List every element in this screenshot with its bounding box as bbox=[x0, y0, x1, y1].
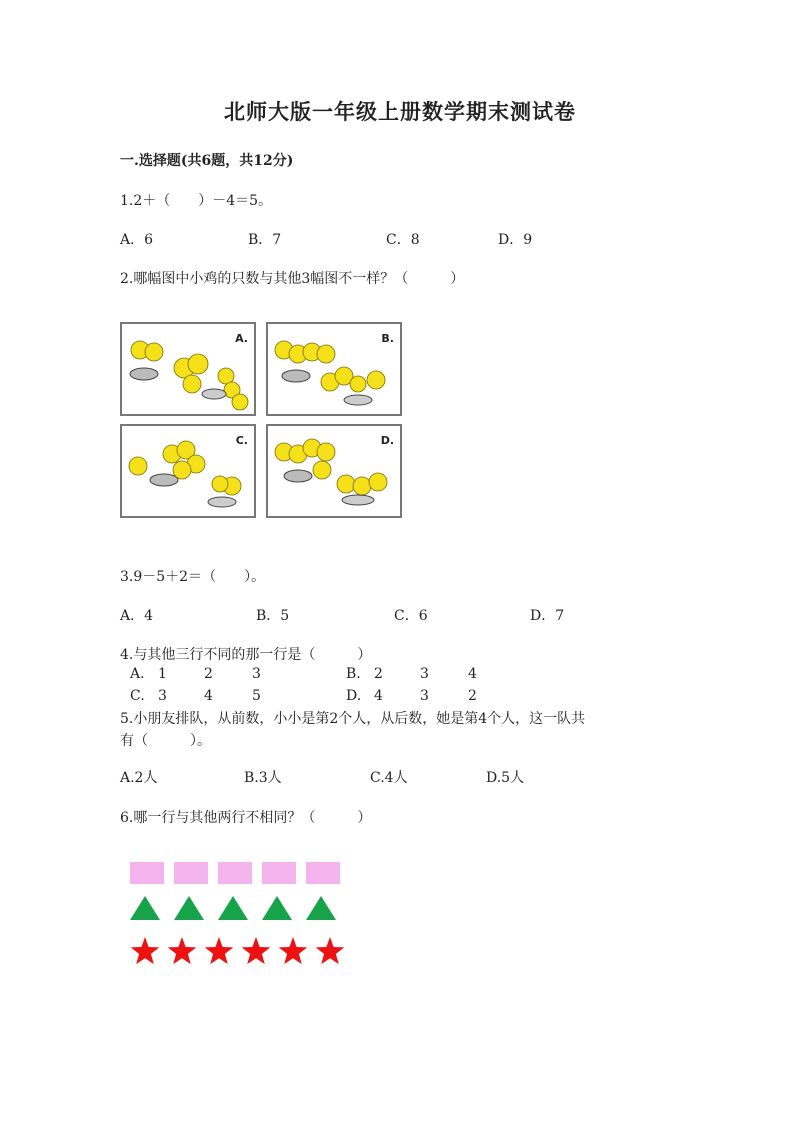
q4-row-b-num-2: 3 bbox=[420, 666, 429, 682]
square-row bbox=[130, 862, 340, 884]
question-6: 6.哪一行与其他两行不相同？（ ） bbox=[120, 810, 372, 826]
triangle-row bbox=[130, 896, 336, 920]
chicks-picture-b bbox=[268, 324, 400, 414]
q4-row-c-num-2: 4 bbox=[204, 688, 213, 704]
green-triangle bbox=[262, 896, 292, 920]
red-star bbox=[242, 937, 271, 964]
q1-option-c: C．8 bbox=[386, 232, 420, 248]
panel-label-b: B. bbox=[381, 332, 394, 345]
q1-option-b: B．7 bbox=[248, 232, 282, 248]
q4-row-a-num-2: 2 bbox=[204, 666, 213, 682]
q3-option-a: A．4 bbox=[120, 608, 154, 624]
red-star bbox=[279, 937, 308, 964]
pink-square bbox=[218, 862, 252, 884]
panel-label-a: A. bbox=[235, 332, 248, 345]
question-2: 2.哪幅图中小鸡的只数与其他3幅图不一样？（ ） bbox=[120, 271, 465, 287]
chick-panel-a bbox=[120, 322, 256, 416]
q4-row-d-num-1: 4 bbox=[374, 688, 383, 704]
q3-option-c: C．6 bbox=[394, 608, 428, 624]
q4-row-a-num-3: 3 bbox=[252, 666, 261, 682]
green-triangle bbox=[218, 896, 248, 920]
q5-option-a: A.2人 bbox=[120, 770, 158, 786]
q5-option-d: D.5人 bbox=[486, 770, 525, 786]
red-star bbox=[131, 937, 160, 964]
q4-row-d-label: D. bbox=[346, 688, 362, 704]
question-1: 1.2＋（ ）－4＝5。 bbox=[120, 193, 273, 209]
question-4: 4.与其他三行不同的那一行是（ ） bbox=[120, 647, 372, 663]
green-triangle bbox=[174, 896, 204, 920]
chicks-picture-c bbox=[122, 426, 254, 516]
q1-option-d: D．9 bbox=[498, 232, 533, 248]
q4-row-c-label: C. bbox=[130, 688, 145, 704]
q3-option-d: D．7 bbox=[530, 608, 565, 624]
q1-option-a: A．6 bbox=[120, 232, 154, 248]
green-triangle bbox=[306, 896, 336, 920]
q4-row-b-label: B. bbox=[346, 666, 361, 682]
pink-square bbox=[174, 862, 208, 884]
q3-option-b: B．5 bbox=[256, 608, 290, 624]
q5-option-c: C.4人 bbox=[370, 770, 408, 786]
red-star bbox=[168, 937, 197, 964]
green-triangle bbox=[130, 896, 160, 920]
section-heading: 一.选择题(共6题，共12分) bbox=[120, 153, 294, 169]
q5-option-b: B.3人 bbox=[244, 770, 282, 786]
red-star bbox=[205, 937, 234, 964]
chick-panel-c bbox=[120, 424, 256, 518]
q4-row-d-num-3: 2 bbox=[468, 688, 477, 704]
shapes-picture bbox=[128, 856, 358, 976]
q4-row-a-label: A. bbox=[130, 666, 145, 682]
red-star bbox=[316, 937, 345, 964]
q4-row-b-num-1: 2 bbox=[374, 666, 383, 682]
q4-row-a-num-1: 1 bbox=[158, 666, 167, 682]
panel-label-c: C. bbox=[235, 434, 248, 447]
pink-square bbox=[262, 862, 296, 884]
question-5-line-1: 5.小朋友排队，从前数，小小是第2个人，从后数，她是第4个人，这一队共 bbox=[120, 711, 586, 727]
q4-row-d-num-2: 3 bbox=[420, 688, 429, 704]
q4-row-c-num-1: 3 bbox=[158, 688, 167, 704]
chick-panel-b bbox=[266, 322, 402, 416]
q4-row-b-num-3: 4 bbox=[468, 666, 477, 682]
pink-square bbox=[130, 862, 164, 884]
q4-row-c-num-3: 5 bbox=[252, 688, 261, 704]
chick-picture-grid bbox=[120, 322, 408, 522]
star-row bbox=[131, 937, 345, 964]
page-title: 北师大版一年级上册数学期末测试卷 bbox=[224, 99, 576, 124]
question-3: 3.9－5＋2＝（ ）。 bbox=[120, 569, 266, 585]
chick-panel-d bbox=[266, 424, 402, 518]
panel-label-d: D. bbox=[380, 434, 394, 447]
question-5-line-2: 有（ ）。 bbox=[120, 733, 211, 749]
pink-square bbox=[306, 862, 340, 884]
